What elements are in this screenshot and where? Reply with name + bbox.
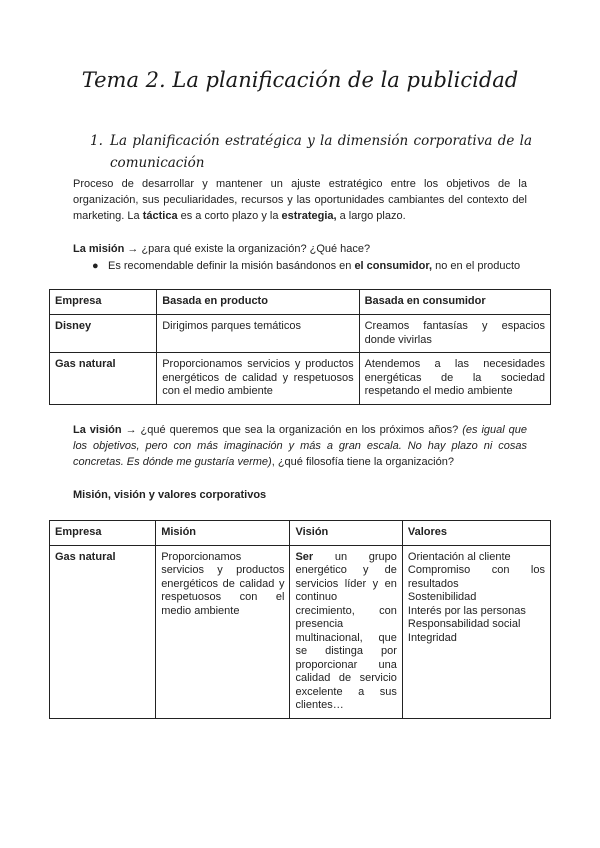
vision-paragraph [73,422,527,470]
bullet-text-a: Es recomendable definir la misión basándonos en [108,260,355,272]
table-cell-vision [290,545,402,718]
intro-tactica: táctica [142,210,178,222]
intro-paragraph [73,176,527,224]
section-number: 1. [90,133,103,149]
table-row [50,353,551,405]
bullet-icon: ● [92,260,99,272]
table-header: Basada en producto [157,290,359,315]
mvv-heading: Misión, visión y valores corporativos [73,489,267,501]
intro-estrategia: estrategia, [281,210,337,222]
table-cell: Atendemos a las necesidades energéticas de la sociedad respetando el medio ambiente [359,353,550,405]
vision-text-b: , ¿qué filosofía tiene la organización? [271,456,454,468]
table-row [50,545,551,718]
intro-text-b: es a corto plazo y la [177,210,282,222]
table-header-row [50,290,551,315]
valor-item: Responsabilidad social [407,618,521,630]
table-row [50,315,551,353]
vision-text-a: → ¿qué queremos que sea la organización en los próximos años? [121,424,463,436]
mision-paragraph [73,241,527,257]
table-header: Visión [290,521,402,546]
mision-table [49,289,551,405]
valor-item: Orientación al cliente [407,550,511,563]
mision-label: La misión [73,243,125,255]
table-cell: Creamos fantasías y espacios donde vivirlas [359,315,550,353]
table-header: Misión [156,521,290,546]
table-header: Valores [402,521,550,546]
table-header: Empresa [50,290,157,315]
bullet-text-c: no en el producto [432,260,521,272]
valor-item: Sostenibilidad [407,591,477,603]
table-cell-empresa: Gas natural [50,353,157,405]
mision-question: → ¿para qué existe la organización? ¿Qué hace? [124,243,371,255]
table-header: Empresa [50,521,156,546]
table-cell-mision: Proporcionamos servicios y productos energéticos de calidad y respetuosos con el medio ambiente [156,545,290,718]
table-cell-empresa: Gas natural [50,545,156,718]
valor-item: Interés por las personas [407,604,526,617]
table-cell-valores [402,545,550,718]
vision-italic: (es igual que los objetivos, pero con más imaginación y más a gran escala. No hay plazo ni cosas concretas. Es dónde me gustaría verme) [73,424,528,468]
page-title: Tema 2. La planificación de la publicidad [81,68,519,92]
bullet-bold: el consumidor, [354,260,433,272]
vision-rest: un grupo energético y de servicios líder y en continuo crecimiento, con presencia multinacional, que se distinga por proporcionar una calidad de servicio excelente a sus clientes… [295,550,397,711]
mision-bullet-text [108,258,532,274]
section-heading [90,130,532,174]
valor-item: Compromiso con los resultados [407,564,545,590]
table-cell: Proporcionamos servicios y productos energéticos de calidad y respetuosos con el medio ambiente [157,353,359,405]
table-cell-empresa: Disney [50,315,157,353]
table-cell: Dirigimos parques temáticos [157,315,359,353]
mvv-table [49,520,551,719]
mision-bullet [92,258,532,274]
table-header: Basada en consumidor [359,290,550,315]
table-header-row [50,521,551,546]
intro-text-c: a largo plazo. [336,210,406,222]
vision-bold: Ser [295,550,314,563]
intro-text-a: Proceso de desarrollar y mantener un ajuste estratégico entre los objetivos de la organización, sus peculiaridades, recursos y las oportunidades cambiantes del contexto del marketing. La [73,178,527,222]
vision-label: La visión [73,424,122,436]
valor-item: Integridad [407,631,457,644]
section-heading-text: La planificación estratégica y la dimensión corporativa de la comunicación [110,133,532,171]
